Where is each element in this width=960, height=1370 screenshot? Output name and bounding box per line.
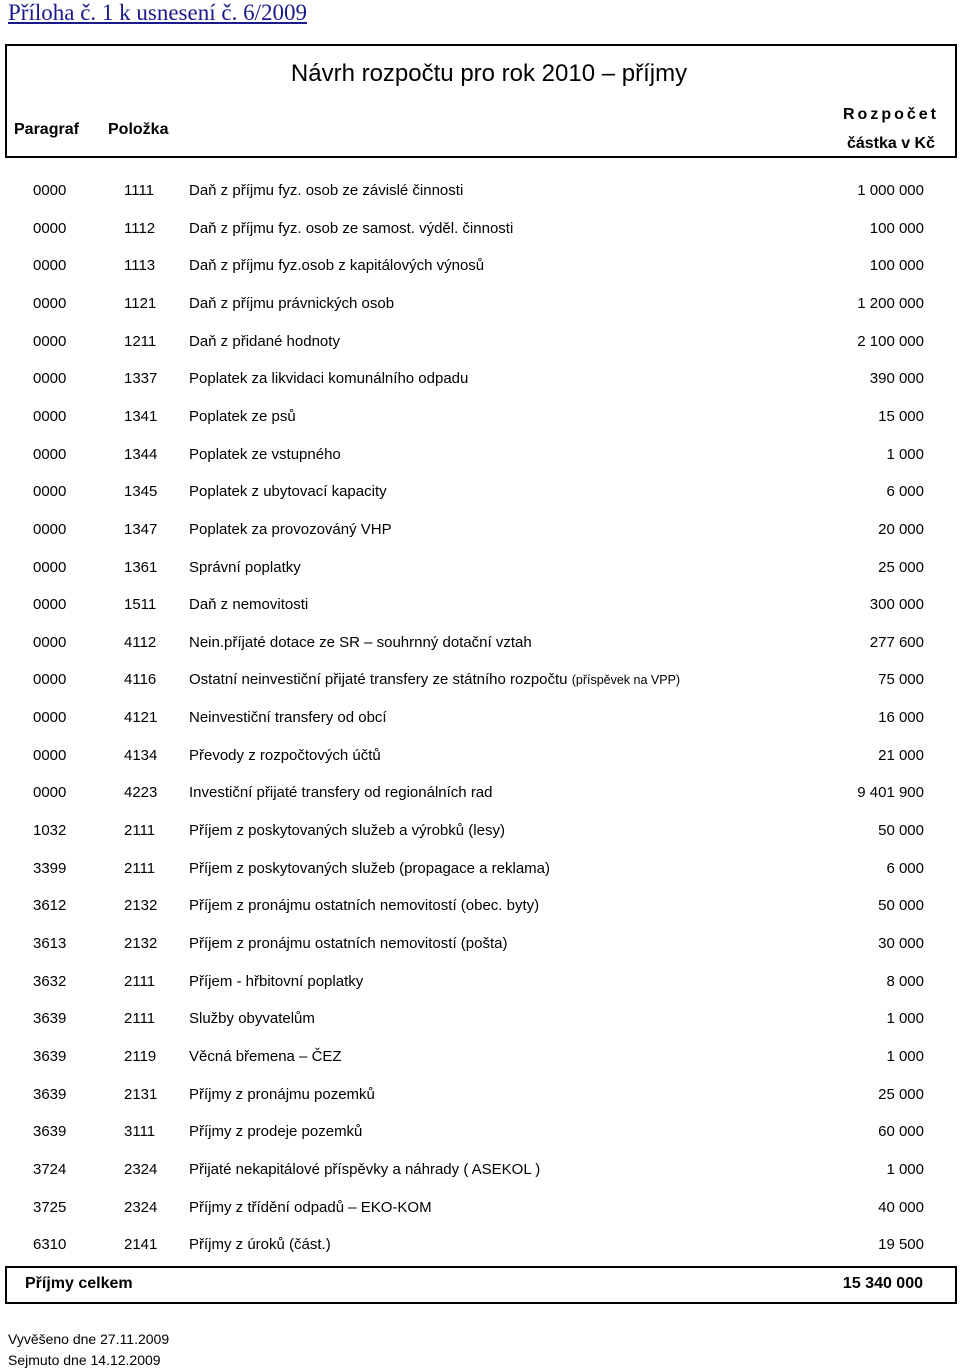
column-header-paragraf: Paragraf bbox=[14, 121, 79, 138]
description-cell bbox=[189, 295, 394, 312]
amount-cell: 390 000 bbox=[869, 370, 924, 387]
description-cell bbox=[189, 973, 363, 990]
description-text: Poplatek z ubytovací kapacity bbox=[189, 483, 387, 500]
table-row bbox=[0, 860, 960, 882]
table-row bbox=[0, 1161, 960, 1183]
amount-cell: 100 000 bbox=[869, 220, 924, 237]
polozka-cell: 1345 bbox=[124, 483, 158, 500]
table-row bbox=[0, 257, 960, 279]
table-row bbox=[0, 671, 960, 693]
description-cell bbox=[189, 257, 484, 274]
description-text: Daň z příjmu fyz. osob ze samost. výděl. činnosti bbox=[189, 220, 514, 237]
description-cell bbox=[189, 1086, 375, 1103]
paragraf-cell: 3632 bbox=[33, 973, 67, 990]
description-cell bbox=[189, 822, 505, 839]
description-cell bbox=[189, 1123, 362, 1140]
amount-cell: 50 000 bbox=[878, 897, 924, 914]
polozka-cell: 2111 bbox=[124, 860, 156, 877]
paragraf-cell: 3724 bbox=[33, 1161, 67, 1178]
polozka-cell: 2111 bbox=[124, 973, 156, 990]
description-cell bbox=[189, 1010, 315, 1027]
paragraf-cell: 0000 bbox=[33, 257, 67, 274]
table-row bbox=[0, 295, 960, 317]
table-row bbox=[0, 1048, 960, 1070]
amount-cell: 40 000 bbox=[878, 1199, 924, 1216]
description-text: Daň z příjmu právnických osob bbox=[189, 295, 395, 312]
paragraf-cell: 0000 bbox=[33, 182, 67, 199]
description-text: Příjmy z třídění odpadů – EKO-KOM bbox=[189, 1199, 432, 1216]
polozka-cell: 2119 bbox=[124, 1048, 157, 1065]
amount-cell: 75 000 bbox=[878, 671, 924, 688]
paragraf-cell: 0000 bbox=[33, 521, 67, 538]
description-cell bbox=[189, 521, 392, 538]
amount-cell: 277 600 bbox=[869, 634, 924, 651]
polozka-cell: 1112 bbox=[124, 220, 156, 237]
paragraf-cell: 0000 bbox=[33, 634, 67, 651]
description-text: Přijaté nekapitálové příspěvky a náhrady ( ASEKOL ) bbox=[189, 1161, 541, 1178]
polozka-cell: 2131 bbox=[124, 1086, 158, 1103]
amount-cell: 1 000 bbox=[886, 446, 924, 463]
description-text: Poplatek za likvidaci komunálního odpadu bbox=[189, 370, 469, 387]
amount-cell: 6 000 bbox=[886, 860, 924, 877]
amount-cell: 1 000 000 bbox=[857, 182, 924, 199]
polozka-cell: 1121 bbox=[124, 295, 157, 312]
polozka-cell: 4112 bbox=[124, 634, 157, 651]
description-text: Příjmy z úroků (část.) bbox=[189, 1236, 331, 1253]
table-row bbox=[0, 822, 960, 844]
amount-cell: 15 000 bbox=[878, 408, 924, 425]
description-cell bbox=[189, 897, 539, 914]
table-row bbox=[0, 521, 960, 543]
polozka-cell: 4121 bbox=[124, 709, 158, 726]
description-cell bbox=[189, 860, 550, 877]
paragraf-cell: 1032 bbox=[33, 822, 67, 839]
polozka-cell: 4134 bbox=[124, 747, 158, 764]
description-cell bbox=[189, 747, 381, 764]
paragraf-cell: 0000 bbox=[33, 709, 67, 726]
description-text: Příjem z poskytovaných služeb a výrobků (lesy) bbox=[189, 822, 505, 839]
description-cell bbox=[189, 446, 341, 463]
amount-cell: 300 000 bbox=[869, 596, 924, 613]
table-row bbox=[0, 1010, 960, 1032]
table-row bbox=[0, 634, 960, 656]
table-row bbox=[0, 709, 960, 731]
amount-cell: 20 000 bbox=[878, 521, 924, 538]
amount-cell: 1 000 bbox=[886, 1048, 924, 1065]
table-row bbox=[0, 1123, 960, 1145]
polozka-cell: 1113 bbox=[124, 257, 156, 274]
amount-cell: 9 401 900 bbox=[857, 784, 924, 801]
table-row bbox=[0, 333, 960, 355]
description-text: Správní poplatky bbox=[189, 559, 301, 576]
table-row bbox=[0, 559, 960, 581]
description-text: Daň z přidané hodnoty bbox=[189, 333, 340, 350]
polozka-cell: 2141 bbox=[124, 1236, 158, 1253]
column-header-polozka: Položka bbox=[108, 121, 169, 138]
polozka-cell: 1347 bbox=[124, 521, 158, 538]
description-text: Služby obyvatelům bbox=[189, 1010, 315, 1027]
table-row bbox=[0, 1199, 960, 1221]
paragraf-cell: 3725 bbox=[33, 1199, 67, 1216]
description-text: Příjem z pronájmu ostatních nemovitostí (pošta) bbox=[189, 935, 508, 952]
table-row bbox=[0, 220, 960, 242]
paragraf-cell: 0000 bbox=[33, 596, 67, 613]
description-text: Poplatek za provozováný VHP bbox=[189, 521, 392, 538]
table-row bbox=[0, 483, 960, 505]
polozka-cell: 2132 bbox=[124, 897, 158, 914]
table-row bbox=[0, 973, 960, 995]
table-row bbox=[0, 596, 960, 618]
description-cell bbox=[189, 596, 308, 613]
description-text: Příjmy z prodeje pozemků bbox=[189, 1123, 363, 1140]
polozka-cell: 1211 bbox=[124, 333, 157, 350]
amount-cell: 50 000 bbox=[878, 822, 924, 839]
amount-cell: 60 000 bbox=[878, 1123, 924, 1140]
table-row bbox=[0, 1086, 960, 1108]
table-row bbox=[0, 784, 960, 806]
description-cell bbox=[189, 220, 513, 237]
amount-cell: 1 200 000 bbox=[857, 295, 924, 312]
amount-cell: 8 000 bbox=[886, 973, 924, 990]
amount-cell: 21 000 bbox=[878, 747, 924, 764]
total-row bbox=[5, 1266, 957, 1304]
description-cell bbox=[189, 483, 387, 500]
description-cell bbox=[189, 333, 340, 350]
polozka-cell: 2324 bbox=[124, 1199, 158, 1216]
description-cell bbox=[189, 634, 532, 651]
paragraf-cell: 0000 bbox=[33, 370, 67, 387]
polozka-cell: 1341 bbox=[124, 408, 158, 425]
polozka-cell: 1111 bbox=[124, 182, 155, 199]
description-text: Daň z příjmu fyz. osob ze závislé činnosti bbox=[189, 182, 464, 199]
description-note: (příspěvek na VPP) bbox=[571, 673, 681, 687]
amount-cell: 100 000 bbox=[869, 257, 924, 274]
amount-cell: 6 000 bbox=[886, 483, 924, 500]
total-label: Příjmy celkem bbox=[25, 1275, 133, 1292]
paragraf-cell: 0000 bbox=[33, 408, 67, 425]
amount-cell: 25 000 bbox=[878, 559, 924, 576]
paragraf-cell: 0000 bbox=[33, 559, 67, 576]
polozka-cell: 3111 bbox=[124, 1123, 156, 1140]
description-cell bbox=[189, 182, 463, 199]
paragraf-cell: 6310 bbox=[33, 1236, 67, 1253]
description-text: Příjem z poskytovaných služeb (propagace a reklama) bbox=[189, 860, 550, 877]
description-text: Příjmy z pronájmu pozemků bbox=[189, 1086, 375, 1103]
description-cell bbox=[189, 935, 507, 952]
removed-date: Sejmuto dne 14.12.2009 bbox=[8, 1352, 161, 1368]
description-cell bbox=[189, 1048, 342, 1065]
description-text: Daň z příjmu fyz.osob z kapitálových výnosů bbox=[189, 257, 485, 274]
amount-cell: 1 000 bbox=[886, 1161, 924, 1178]
polozka-cell: 1344 bbox=[124, 446, 158, 463]
paragraf-cell: 0000 bbox=[33, 784, 67, 801]
description-text: Nein.příjaté dotace ze SR – souhrnný dotační vztah bbox=[189, 634, 532, 651]
table-row bbox=[0, 1236, 960, 1258]
column-header-castka: částka v Kč bbox=[846, 135, 935, 152]
paragraf-cell: 0000 bbox=[33, 446, 67, 463]
description-cell bbox=[189, 671, 680, 688]
table-row bbox=[0, 408, 960, 430]
description-cell bbox=[189, 709, 387, 726]
description-text: Věcná břemena – ČEZ bbox=[189, 1048, 342, 1065]
description-text: Příjem - hřbitovní poplatky bbox=[189, 973, 364, 990]
table-row bbox=[0, 747, 960, 769]
total-amount: 15 340 000 bbox=[842, 1275, 923, 1292]
polozka-cell: 2324 bbox=[124, 1161, 158, 1178]
amount-cell: 1 000 bbox=[886, 1010, 924, 1027]
description-cell bbox=[189, 784, 493, 801]
description-text: Poplatek ze vstupného bbox=[189, 446, 341, 463]
amount-cell: 30 000 bbox=[878, 935, 924, 952]
polozka-cell: 1361 bbox=[124, 559, 158, 576]
paragraf-cell: 0000 bbox=[33, 333, 67, 350]
description-cell bbox=[189, 1161, 540, 1178]
polozka-cell: 2111 bbox=[124, 822, 156, 839]
amount-cell: 2 100 000 bbox=[857, 333, 924, 350]
description-text: Investiční přijaté transfery od regionálních rad bbox=[189, 784, 493, 801]
polozka-cell: 2132 bbox=[124, 935, 158, 952]
paragraf-cell: 3612 bbox=[33, 897, 67, 914]
description-cell bbox=[189, 370, 468, 387]
amount-cell: 19 500 bbox=[878, 1236, 924, 1253]
description-cell bbox=[189, 559, 301, 576]
paragraf-cell: 0000 bbox=[33, 483, 67, 500]
column-header-rozpocet: Rozpočet bbox=[843, 106, 939, 123]
paragraf-cell: 0000 bbox=[33, 295, 67, 312]
paragraf-cell: 0000 bbox=[33, 671, 67, 688]
paragraf-cell: 3399 bbox=[33, 860, 67, 877]
annex-label[interactable]: Příloha č. 1 k usnesení č. 6/2009 bbox=[8, 0, 307, 25]
description-text: Neinvestiční transfery od obcí bbox=[189, 709, 387, 726]
description-text: Poplatek ze psů bbox=[189, 408, 296, 425]
polozka-cell: 1511 bbox=[124, 596, 157, 613]
description-text: Daň z nemovitosti bbox=[189, 596, 309, 613]
table-row bbox=[0, 935, 960, 957]
paragraf-cell: 0000 bbox=[33, 747, 67, 764]
paragraf-cell: 3639 bbox=[33, 1086, 67, 1103]
posted-date: Vyvěšeno dne 27.11.2009 bbox=[8, 1331, 170, 1347]
polozka-cell: 2111 bbox=[124, 1010, 156, 1027]
table-row bbox=[0, 370, 960, 392]
description-cell bbox=[189, 1199, 432, 1216]
paragraf-cell: 3639 bbox=[33, 1048, 67, 1065]
polozka-cell: 4223 bbox=[124, 784, 158, 801]
polozka-cell: 4116 bbox=[124, 671, 157, 688]
amount-cell: 25 000 bbox=[878, 1086, 924, 1103]
table-row bbox=[0, 182, 960, 204]
description-text: Ostatní neinvestiční přijaté transfery ze státního rozpočtu bbox=[189, 671, 568, 688]
amount-cell: 16 000 bbox=[878, 709, 924, 726]
paragraf-cell: 0000 bbox=[33, 220, 67, 237]
table-header bbox=[5, 44, 957, 158]
description-cell bbox=[189, 408, 296, 425]
polozka-cell: 1337 bbox=[124, 370, 158, 387]
paragraf-cell: 3613 bbox=[33, 935, 67, 952]
table-row bbox=[0, 897, 960, 919]
description-text: Příjem z pronájmu ostatních nemovitostí (obec. byty) bbox=[189, 897, 540, 914]
page-title: Návrh rozpočtu pro rok 2010 – příjmy bbox=[290, 60, 688, 87]
paragraf-cell: 3639 bbox=[33, 1123, 67, 1140]
paragraf-cell: 3639 bbox=[33, 1010, 67, 1027]
description-cell bbox=[189, 1236, 331, 1253]
description-text: Převody z rozpočtových účtů bbox=[189, 747, 381, 764]
table-row bbox=[0, 446, 960, 468]
